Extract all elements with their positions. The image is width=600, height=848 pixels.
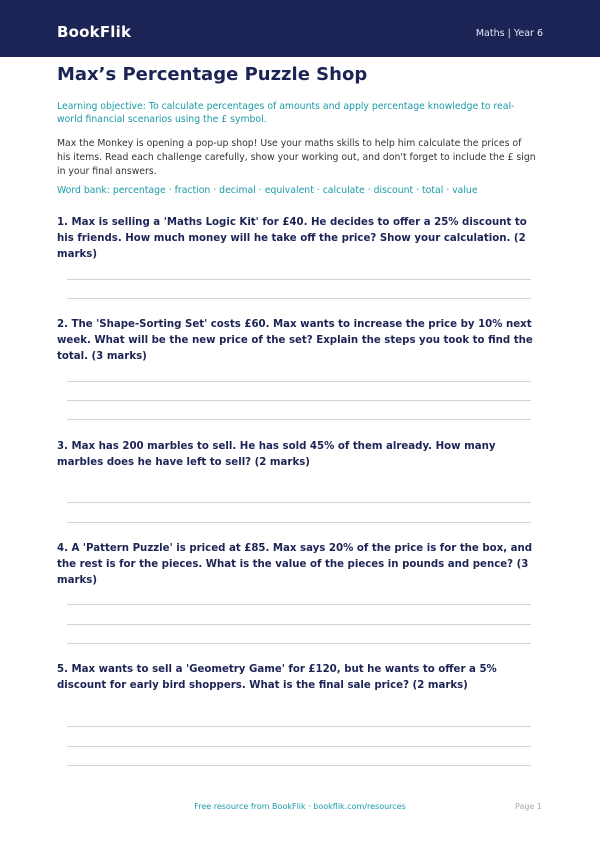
answer-line	[67, 746, 531, 747]
question-1: 1. Max is selling a 'Maths Logic Kit' for £40. He decides to offer a 25% discount to his friends. How much money will he take off the price? Show your calculation. (2 marks)	[57, 217, 527, 260]
answer-line	[67, 400, 531, 401]
page-title: Max’s Percentage Puzzle Shop	[57, 64, 368, 85]
answer-line	[67, 381, 531, 382]
answer-line	[67, 522, 531, 523]
brand-logo: BookFlik	[57, 23, 132, 41]
subject-year-label: Maths | Year 6	[475, 28, 543, 39]
question-2: 2. The 'Shape-Sorting Set' costs £60. Max wants to increase the price by 10% next week. What will be the new price of the set? Explain the steps you took to find the total. (3 marks)	[57, 319, 533, 362]
answer-line	[67, 643, 531, 644]
page-number: Page 1	[515, 802, 542, 811]
answer-line	[67, 726, 531, 727]
answer-line	[67, 765, 531, 766]
question-4: 4. A 'Pattern Puzzle' is priced at £85. Max says 20% of the price is for the box, and the rest is for the pieces. What is the value of the pieces in pounds and pence? (3 marks)	[57, 543, 533, 586]
question-3: 3. Max has 200 marbles to sell. He has sold 45% of them already. How many marbles does he have left to sell? (2 marks)	[57, 441, 496, 468]
question-5: 5. Max wants to sell a 'Geometry Game' for £120, but he wants to offer a 5% discount for early bird shoppers. What is the final sale price? (2 marks)	[57, 664, 497, 691]
answer-line	[67, 502, 531, 503]
answer-line	[67, 419, 531, 420]
answer-line	[67, 604, 531, 605]
answer-line	[67, 298, 531, 299]
word-bank: Word bank: percentage · fraction · decimal · equivalent · calculate · discount · total · value	[57, 185, 478, 196]
answer-line	[67, 624, 531, 625]
page-header	[0, 0, 600, 57]
intro-paragraph: Max the Monkey is opening a pop-up shop! Use your maths skills to help him calculate the prices of his items. Read each challenge carefully, show your working out, and don't forget to include the £ sign in your final answers.	[57, 138, 536, 177]
footer-credit: Free resource from BookFlik · bookflik.com/resources	[194, 802, 406, 811]
answer-line	[67, 279, 531, 280]
learning-objective: Learning objective: To calculate percentages of amounts and apply percentage knowledge to real-world financial scenarios using the £ symbol.	[57, 101, 515, 125]
